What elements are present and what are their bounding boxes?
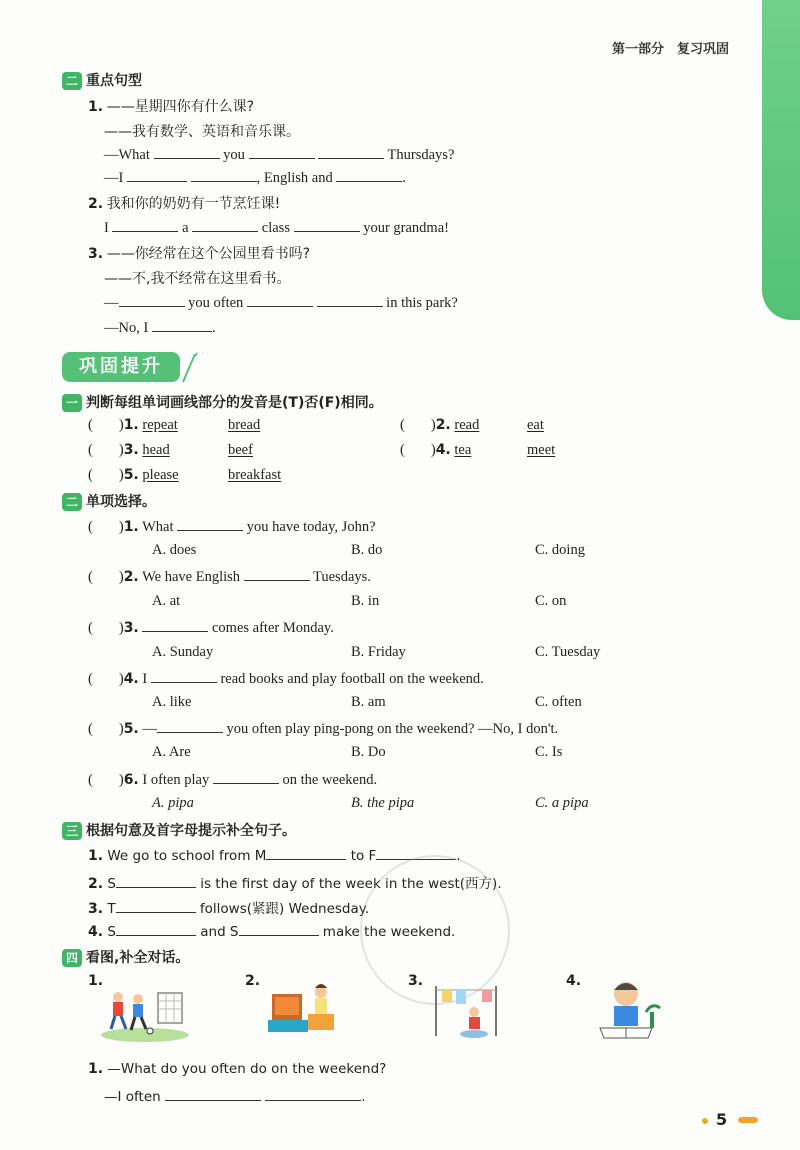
p3-item-2: 2. S is the first day of the week in the west(西方). — [88, 876, 502, 892]
blank-input[interactable] — [142, 618, 208, 632]
blank-input[interactable] — [266, 846, 346, 860]
section-part3 — [62, 820, 296, 840]
homework-picture — [592, 972, 664, 1044]
blank-input[interactable] — [213, 770, 279, 784]
p2-option-a: A. does — [152, 542, 197, 558]
laundry-picture — [430, 982, 502, 1040]
section-badge: 二 — [62, 72, 82, 90]
p2-option-a: A. at — [152, 593, 181, 609]
blank-input[interactable] — [165, 1087, 261, 1101]
p3-item-1: 1. We go to school from M to F . — [88, 848, 461, 864]
p2-option-a: A. like — [152, 694, 192, 710]
footer-bar — [738, 1117, 758, 1123]
p1-item-1: ( )1. repeat — [88, 417, 178, 433]
blank-input[interactable] — [116, 922, 196, 936]
blank-input[interactable] — [247, 293, 313, 307]
blank-input[interactable] — [151, 669, 217, 683]
p1-item-1-w2: bread — [228, 417, 261, 433]
q3-en-b: —No, I . — [104, 320, 216, 336]
p1-item-5: ( )5. please — [88, 467, 179, 483]
section-badge: 四 — [62, 949, 82, 967]
blank-input[interactable] — [152, 318, 212, 332]
blank-input[interactable] — [116, 899, 196, 913]
p2-option-c: C. often — [535, 694, 582, 710]
blank-input[interactable] — [294, 218, 360, 232]
blank-input[interactable] — [336, 168, 402, 182]
blank-input[interactable] — [192, 218, 258, 232]
p2-option-b: B. Do — [351, 744, 386, 760]
section-part2 — [62, 491, 156, 511]
q3-cn-a: 3. ——你经常在这个公园里看书吗? — [88, 246, 311, 262]
p1-item-3-w2: beef — [228, 442, 253, 458]
p2-option-c: C. on — [535, 593, 567, 609]
pic-label-2: 2. — [245, 973, 261, 989]
p2-option-c: C. a pipa — [535, 795, 589, 811]
p2-option-c: C. doing — [535, 542, 585, 558]
page-number: 5 — [716, 1110, 728, 1129]
blank-input[interactable] — [116, 874, 196, 888]
p1-item-3: ( )3. head — [88, 442, 170, 458]
p2-option-b: B. in — [351, 593, 380, 609]
p2-option-b: B. do — [351, 542, 383, 558]
p2-option-a: A. Sunday — [152, 644, 214, 660]
p1-item-2-w2: eat — [527, 417, 544, 433]
consolidate-banner: 巩固提升 — [62, 352, 180, 382]
blank-input[interactable] — [119, 293, 185, 307]
p1-item-4: ( )4. tea — [400, 442, 472, 458]
p2-option-a: A. Are — [152, 744, 191, 760]
q1-cn-b: ——我有数学、英语和音乐课。 — [104, 124, 300, 140]
p2-question-1: ( )1. What you have today, John? — [88, 519, 376, 535]
p2-question-5: ( )5. — you often play ping-pong on the weekend? —No, I don't. — [88, 721, 559, 737]
blank-input[interactable] — [239, 922, 319, 936]
q1-en-b: —I , English and . — [104, 170, 406, 186]
blank-input[interactable] — [177, 517, 243, 531]
blank-input[interactable] — [249, 145, 315, 159]
section-badge: 二 — [62, 493, 82, 511]
footer-dot — [702, 1118, 708, 1124]
q3-en-a: — you often in this park? — [104, 295, 458, 311]
p4-q1-line2: —I often . — [104, 1089, 366, 1105]
section-part4 — [62, 947, 189, 967]
p2-option-b: B. the pipa — [351, 795, 415, 811]
blank-input[interactable] — [318, 145, 384, 159]
section-title: 根据句意及首字母提示补全句子。 — [86, 823, 296, 839]
q3-cn-b: ——不,我不经常在这里看书。 — [104, 271, 291, 287]
blank-input[interactable] — [154, 145, 220, 159]
football-picture — [100, 985, 190, 1043]
p2-option-b: B. Friday — [351, 644, 406, 660]
section-title: 判断每组单词画线部分的发音是(T)否(F)相同。 — [86, 395, 383, 411]
leaf-icon — [180, 350, 200, 384]
pic-label-3: 3. — [408, 973, 424, 989]
pic-label-4: 4. — [566, 973, 582, 989]
p2-question-2: ( )2. We have English Tuesdays. — [88, 569, 371, 585]
section-badge: 三 — [62, 822, 82, 840]
blank-input[interactable] — [157, 719, 223, 733]
blank-input[interactable] — [112, 218, 178, 232]
p2-option-b: B. am — [351, 694, 386, 710]
blank-input[interactable] — [244, 567, 310, 581]
section-title: 重点句型 — [86, 73, 142, 89]
p2-option-c: C. Tuesday — [535, 644, 601, 660]
header-title: 第一部分 复习巩固 — [612, 42, 730, 57]
blank-input[interactable] — [265, 1087, 361, 1101]
watching-tv-picture — [268, 978, 338, 1040]
q2-cn: 2. 我和你的奶奶有一节烹饪课! — [88, 196, 281, 212]
p3-item-4: 4. S and S make the weekend. — [88, 924, 456, 940]
p4-q1-line1: 1. —What do you often do on the weekend? — [88, 1061, 387, 1077]
q1-cn-a: 1. ——星期四你有什么课? — [88, 99, 255, 115]
p1-item-5-w2: breakfast — [228, 467, 282, 483]
blank-input[interactable] — [127, 168, 187, 182]
p2-question-4: ( )4. I read books and play football on the weekend. — [88, 671, 484, 687]
p1-item-4-w2: meet — [527, 442, 556, 458]
p1-item-2: ( )2. read — [400, 417, 480, 433]
blank-input[interactable] — [317, 293, 383, 307]
p2-question-6: ( )6. I often play on the weekend. — [88, 772, 378, 788]
section-part1 — [62, 392, 383, 412]
side-tab — [762, 0, 800, 320]
p2-option-a: A. pipa — [152, 795, 194, 811]
p2-option-c: C. Is — [535, 744, 563, 760]
blank-input[interactable] — [191, 168, 257, 182]
q1-en-a: —What you Thursdays? — [104, 147, 455, 163]
section-title: 单项选择。 — [86, 494, 156, 510]
p2-question-3: ( )3. comes after Monday. — [88, 620, 334, 636]
section-key-sentences — [62, 70, 142, 90]
section-badge: 一 — [62, 394, 82, 412]
section-title: 看图,补全对话。 — [86, 950, 190, 966]
pic-label-1: 1. — [88, 973, 104, 989]
p3-item-3: 3. T follows(紧跟) Wednesday. — [88, 901, 370, 917]
q2-en: I a class your grandma! — [104, 220, 449, 236]
